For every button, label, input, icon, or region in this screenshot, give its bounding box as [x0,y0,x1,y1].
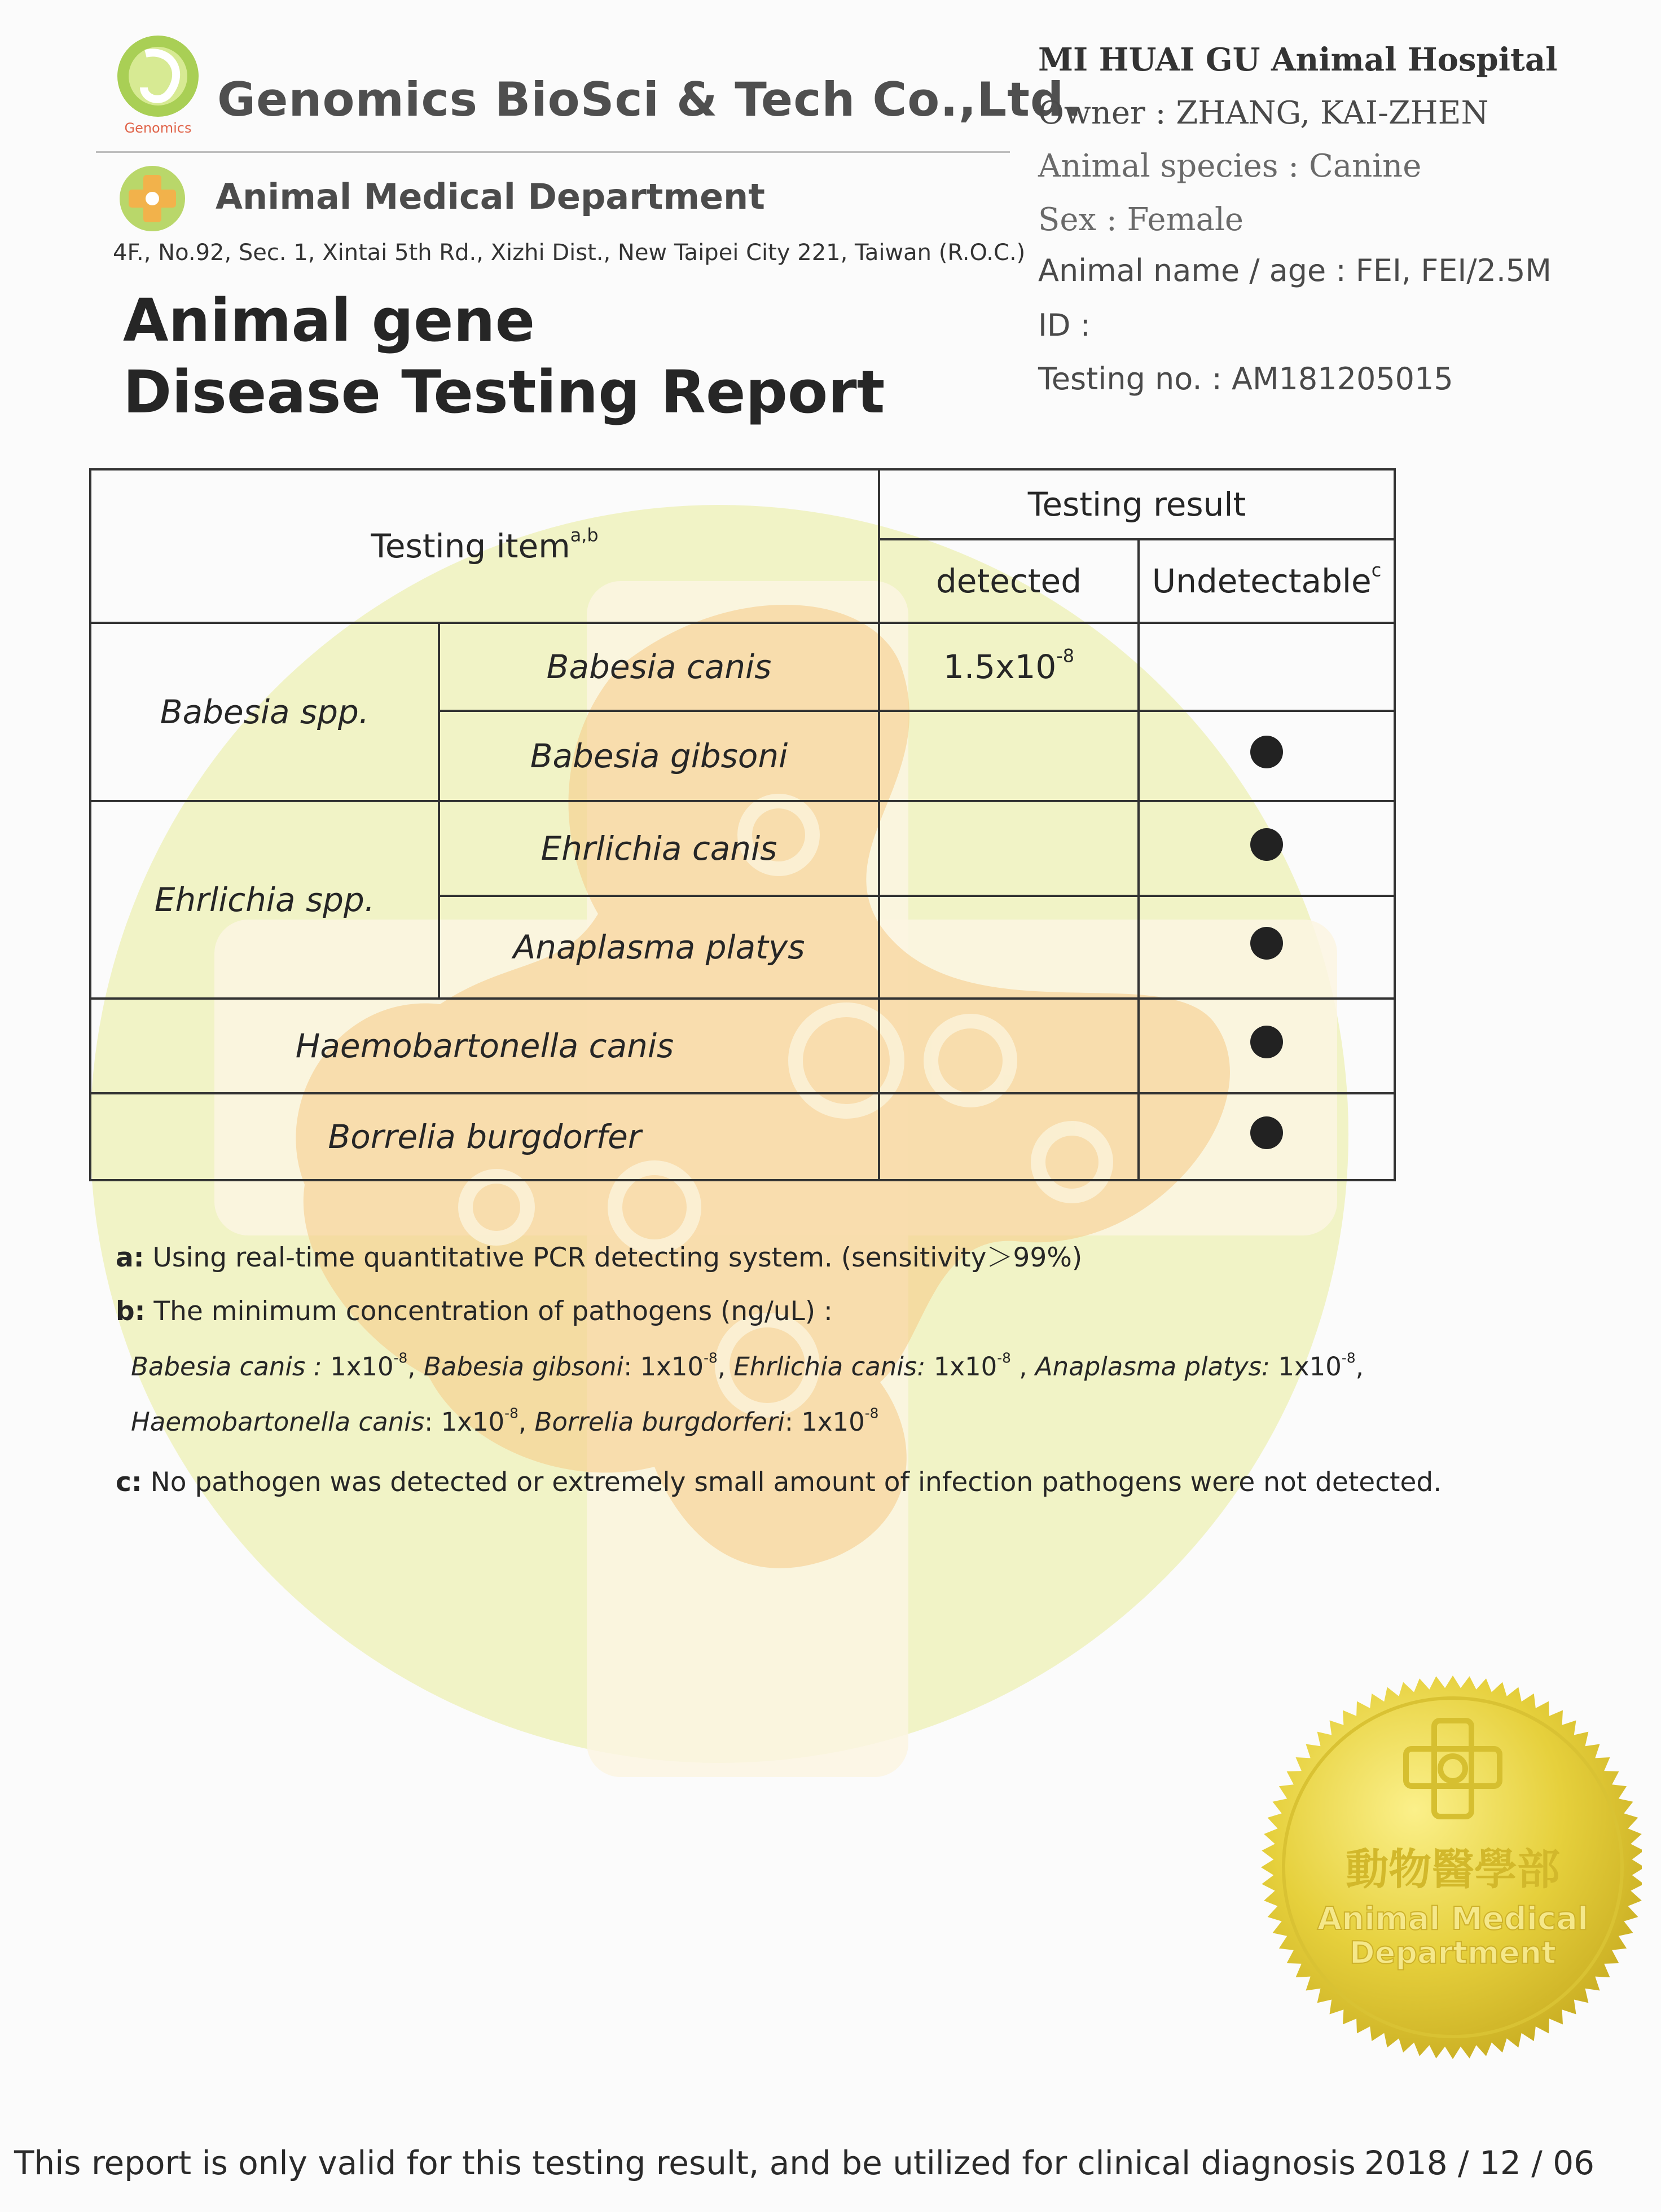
report-date: 2018 / 12 / 06 [1364,2144,1595,2182]
seal-line-2: Department [1349,1935,1557,1971]
report-title-line-1: Animal gene [123,286,535,355]
animal-id: ID : [1038,307,1091,343]
genomics-logo-icon [113,31,203,144]
header-undetectable: Undetectable$^c$ [1139,539,1395,623]
animal-sex: Sex : Female [1038,201,1244,238]
note-c: c: No pathogen was detected or extremely small amount of infection pathogens were not detected. [116,1467,1442,1498]
group-ehrlichia: Ehrlichia spp. [90,801,439,999]
undetectable-dot-icon [1250,828,1283,861]
detected-cell [879,711,1139,801]
department-name: Animal Medical Department [216,176,765,217]
seal-line-1: Animal Medical [1317,1901,1589,1937]
department-logo [118,165,186,232]
department-cross-icon [118,165,186,232]
company-name: Genomics BioSci & Tech Co.,Ltd. [217,72,1083,127]
undetectable-cell [1139,1093,1395,1180]
animal-species: Animal species : Canine [1038,148,1422,184]
undetectable-dot-icon [1250,927,1283,960]
item-cell: Anaplasma platys [439,896,879,999]
item-cell: Babesia canis [439,623,879,711]
detected-cell [879,1093,1139,1180]
header-testing-result: Testing result [879,469,1395,539]
table-row [90,1093,1395,1180]
undetectable-cell [1139,999,1395,1093]
note-b-concentrations-2: Haemobartonella canis: $1x10^{-8}$, Borrelia burgdorferi: $1x10^{-8}$ [131,1405,879,1437]
report-title-line-2: Disease Testing Report [123,358,885,426]
undetectable-cell [1139,623,1395,711]
item-cell: Babesia gibsoni [439,711,879,801]
table-header-row [90,469,1395,539]
results-table [89,468,1396,1181]
owner: Owner : ZHANG, KAI-ZHEN [1038,95,1489,131]
header-divider [96,151,1010,153]
company-logo [113,31,203,144]
detected-cell: $1.5x10^{-8}$ [879,623,1139,711]
item-cell: Borrelia burgdorfer [90,1093,879,1180]
table-row [90,623,1395,711]
detected-cell [879,896,1139,999]
address: 4F., No.92, Sec. 1, Xintai 5th Rd., Xizhi Dist., New Taipei City 221, Taiwan (R.O.C.) [113,240,1026,266]
table-row [90,999,1395,1093]
undetectable-dot-icon [1250,1116,1283,1149]
header-detected: detected [879,539,1139,623]
header-item-superscript: a,b [570,524,599,546]
note-b-concentrations-1: Babesia canis : $1x10^{-8}$, Babesia gibsoni: $1x10^{-8}$, Ehrlichia canis: $1x10^{-8}$ , Anaplasma platys: $1x10^{-8}$, [131,1349,1364,1382]
undetectable-dot-icon [1250,736,1283,768]
header-testing-item: Testing item$^{a,b}$ [90,469,879,623]
item-cell: Haemobartonella canis [90,999,879,1093]
detected-cell [879,999,1139,1093]
undetectable-cell [1139,896,1395,999]
note-a: a: Using real-time quantitative PCR detecting system. (sensitivity＞99%) [116,1242,1083,1273]
undetectable-dot-icon [1250,1026,1283,1058]
seal-chinese-text: 動物醫學部 [1346,1844,1560,1894]
hospital-name: MI HUAI GU Animal Hospital [1038,41,1558,78]
table-row [90,801,1395,896]
header-undetectable-superscript: c [1371,559,1382,581]
animal-name-age: Animal name / age : FEI, FEI/2.5M [1038,253,1552,288]
note-b: b: The minimum concentration of pathogens (ng/uL) : [116,1296,833,1327]
item-cell: Ehrlichia canis [439,801,879,896]
validity-statement: This report is only valid for this testing result, and be utilized for clinical diagnosis [14,2144,1356,2182]
gold-seal [1258,1659,1642,2076]
svg-text:Genomics: Genomics [124,120,192,136]
undetectable-cell [1139,711,1395,801]
undetectable-cell [1139,801,1395,896]
group-babesia: Babesia spp. [90,623,439,801]
detected-cell [879,801,1139,896]
testing-number: Testing no. : AM181205015 [1038,361,1453,397]
